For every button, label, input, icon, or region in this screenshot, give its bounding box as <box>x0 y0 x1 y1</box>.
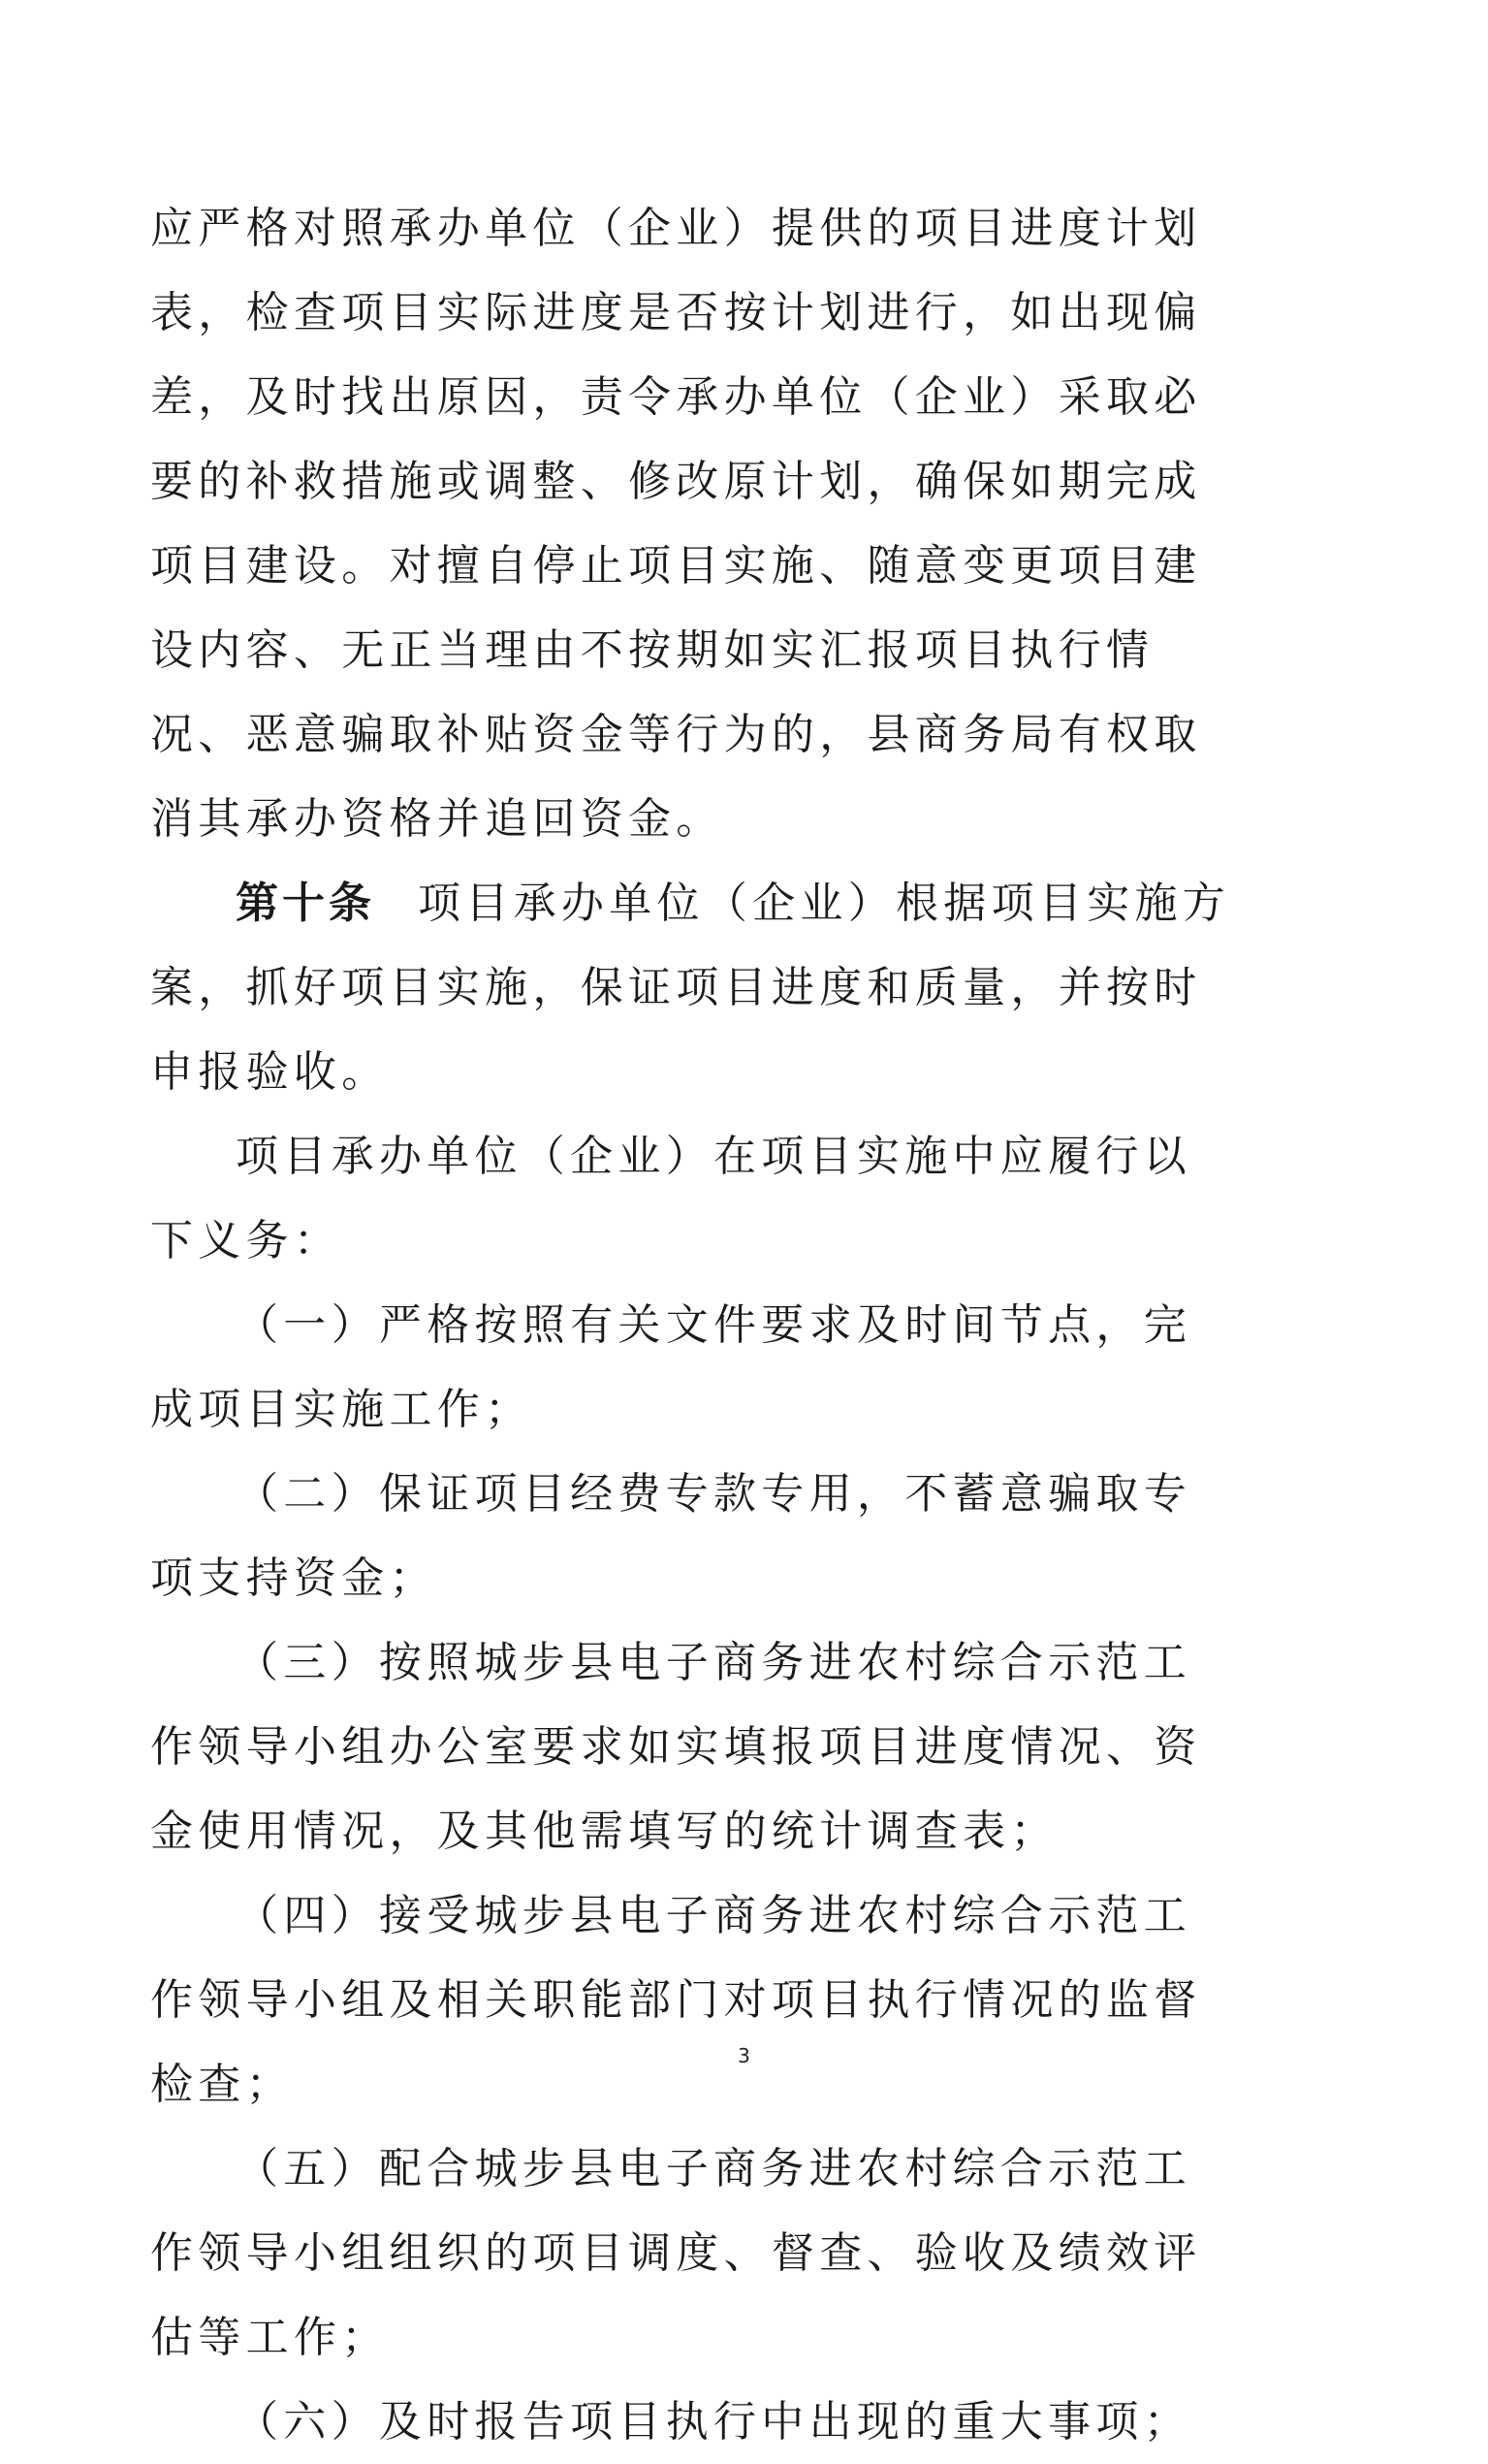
obligation-item-4: （四）接受城步县电子商务进农村综合示范工作领导小组及相关职能部门对项目执行情况的监督检查； <box>150 1891 1202 2109</box>
paragraph-obligations-intro: 项目承办单位（企业）在项目实施中应履行以下义务： <box>150 1132 1191 1265</box>
article-label: 第十条 <box>236 879 375 928</box>
obligation-item-5: （五）配合城步县电子商务进农村综合示范工作领导小组组织的项目调度、督查、验收及绩效评估等工作； <box>150 2144 1202 2362</box>
document-body <box>150 186 1236 2464</box>
obligation-item-2: （二）保证项目经费专款专用，不蓄意骗取专项支持资金； <box>150 1469 1191 1603</box>
obligation-item-3: （三）按照城步县电子商务进农村综合示范工作领导小组办公室要求如实填报项目进度情况、资金使用情况，及其他需填写的统计调查表； <box>150 1638 1202 1856</box>
page-number: 3 <box>738 2044 750 2067</box>
obligation-item-6: （六）及时报告项目执行中出现的重大事项； <box>236 2397 1191 2447</box>
article-text: 项目承办单位（企业）根据项目实施方案，抓好项目实施，保证项目进度和质量，并按时申报验收。 <box>150 879 1231 1097</box>
paragraph-continuation: 应严格对照承办单位（企业）提供的项目进度计划表，检查项目实际进度是否按计划进行，如出现偏差，及时找出原因，责令承办单位（企业）采取必要的补救措施或调整、修改原计划，确保如期完成项目建设。对擅自停止项目实施、随意变更项目建设内容、无正当理由不按期如实汇报项目执行情况、恶意骗取补贴资金等行为的，县商务局有权取消其承办资格并追回资金。 <box>150 204 1202 844</box>
obligation-item-1: （一）严格按照有关文件要求及时间节点，完成项目实施工作； <box>150 1300 1191 1434</box>
paragraph-article-ten <box>150 861 1236 1114</box>
